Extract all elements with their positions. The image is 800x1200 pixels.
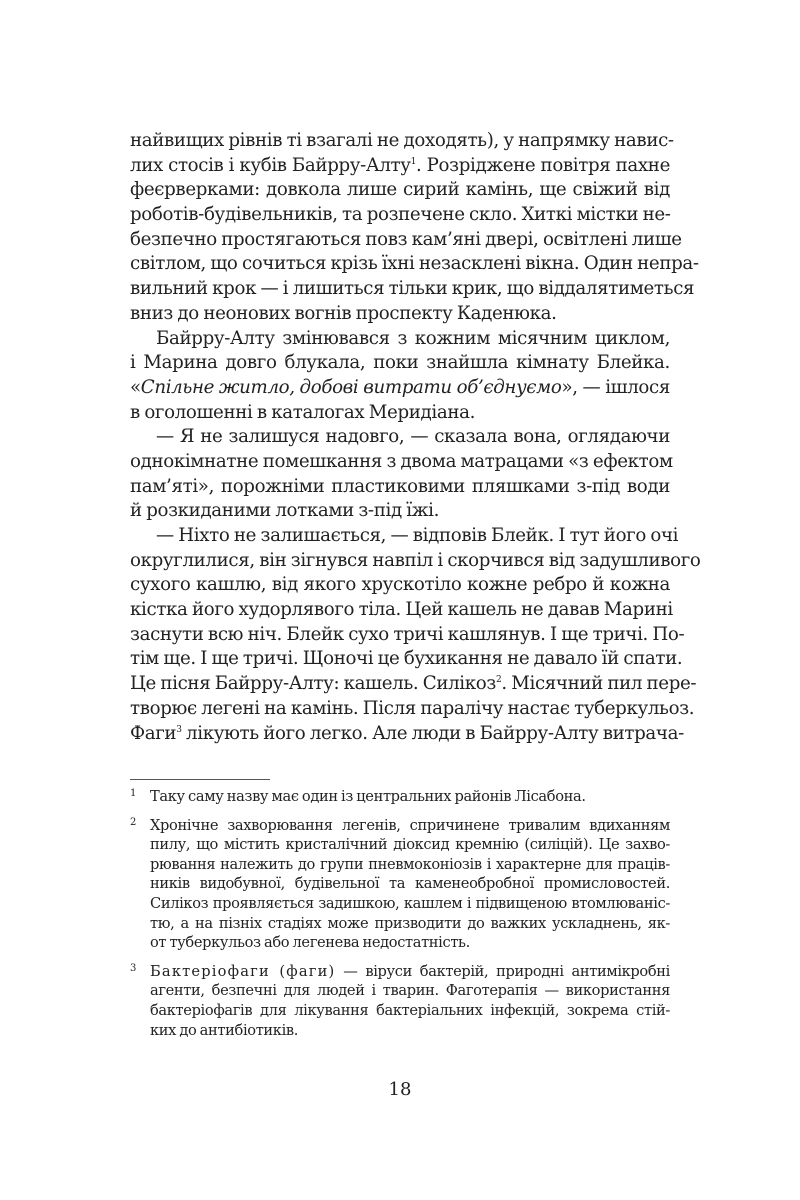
text-line: вильний крок — і лишиться тільки крик, що віддалятиметься xyxy=(130,278,695,300)
text-line: — Ніхто не залишається, — відповів Блейк. І тут його очі xyxy=(156,525,679,546)
footnote-term: Бактеріофаги (фаги) xyxy=(150,962,336,980)
text-line: роботів-будівельників, та розпечене скло. Хиткі містки не- xyxy=(130,204,671,226)
text-line: і Марина довго блукала, поки знайшла кімнату Блейка. xyxy=(130,352,670,374)
footnote-line: Хронічне захворювання легенів, спричинене тривалим вдиханням xyxy=(150,816,670,834)
page-number: 18 xyxy=(388,1079,412,1100)
footnote-mark: 1 xyxy=(130,788,137,799)
footnote-line: тю, а на пізніх стадіях може призводити до важких ускладнень, як- xyxy=(150,914,670,932)
footnote-2 xyxy=(130,816,670,953)
text-span: », — ішлося xyxy=(561,376,670,398)
text-line xyxy=(130,672,697,697)
footnote-mark: 3 xyxy=(130,962,137,974)
text-span: лікують його легко. Але люди в Байрру-Алту витрача- xyxy=(181,722,684,744)
text-span: « xyxy=(130,376,141,398)
text-line: найвищих рівнів ті взагалі не доходять), у напрямку навис- xyxy=(130,130,674,151)
footnote-line: Таку саму назву має один із центральних районів Лісабона. xyxy=(150,788,586,805)
text-span: Фаги xyxy=(130,722,177,744)
text-line: тім ще. І ще тричі. Щоночі це бухикання не давало їй спати. xyxy=(130,648,683,670)
text-span: Це пісня Байрру-Алту: кашель. Силікоз xyxy=(130,673,496,695)
text-line: в оголошенні в каталогах Меридіана. xyxy=(130,401,476,423)
footnote-line: ників видобувної, будівельної та каменеобробної промисловостей. xyxy=(150,875,670,893)
footnote-1 xyxy=(130,787,670,807)
text-line: сухого кашлю, від якого хрускотіло кожне ребро й кожна xyxy=(130,574,670,596)
footnote-line xyxy=(150,962,670,982)
footnote-ref-2[interactable]: 2 xyxy=(495,675,502,686)
text-line: — Я не залишуся надовго, — сказала вона, оглядаючи xyxy=(156,426,670,448)
text-line: округлилися, він зігнувся навпіл і скорчився від задушливого xyxy=(130,549,701,571)
footnote-line: рювання належить до групи пневмоконіозів і характерне для праців- xyxy=(150,855,670,873)
text-line: пам’яті», порожніми пластиковими пляшками з-під води xyxy=(130,475,670,497)
footnote-separator xyxy=(130,779,270,780)
text-span: лих стосів і кубів Байрру-Алту xyxy=(130,154,411,176)
italic-quote: Спільне житло, добові витрати об’єднуємо xyxy=(140,376,562,398)
text-line: творює легені на камінь. Після паралічу настає туберкульоз. xyxy=(130,697,695,719)
footnote-3 xyxy=(130,962,670,1040)
text-line: феєрверками: довкола лише сирий камінь, ще свіжий від xyxy=(130,179,670,201)
text-line: кістка його худорлявого тіла. Цей кашель не давав Марині xyxy=(130,599,673,621)
text-line: й розкиданими лотками з-під їжі. xyxy=(130,500,439,522)
main-text xyxy=(130,129,701,746)
text-span: . Розріджене повітря пахне xyxy=(416,154,670,176)
text-line: Байрру-Алту змінювався з кожним місячним циклом, xyxy=(156,327,670,349)
text-span: — віруси бактерій, природні антимікробні xyxy=(335,962,670,980)
text-line xyxy=(130,154,670,179)
footnote-line: от туберкульоз або легенева недостатність. xyxy=(150,934,470,952)
text-line: світлом, що сочиться крізь їхні незасклені вікна. Один непра- xyxy=(130,253,699,275)
footnote-line: Силікоз проявляється задишкою, кашлем і підвищеною втомлюваніс- xyxy=(150,894,670,912)
text-line xyxy=(130,722,684,747)
footnote-line: бактеріофагів для лікування бактеріальних інфекцій, зокрема стій- xyxy=(150,1001,670,1019)
footnote-ref-1[interactable]: 1 xyxy=(410,156,417,167)
text-line: безпечно простягаються повз кам’яні двері, освітлені лише xyxy=(130,228,682,250)
footnote-mark: 2 xyxy=(130,816,137,828)
text-line xyxy=(130,376,670,401)
footnote-line: ких до антибіотиків. xyxy=(150,1021,299,1039)
footnote-ref-3[interactable]: 3 xyxy=(176,724,182,735)
footnote-line: пилу, що містить кристалічний діоксид кремнію (силіцій). Це захво- xyxy=(150,836,670,854)
text-line: вниз до неонових вогнів проспекту Каденюка. xyxy=(130,302,557,324)
text-line: заснути всю ніч. Блейк сухо тричі кашлянув. І ще тричі. По- xyxy=(130,623,685,645)
footnotes xyxy=(130,787,670,1049)
text-line: однокімнатне помешкання з двома матрацами «з ефектом xyxy=(130,450,673,472)
footnote-line: агенти, безпечні для людей і тварин. Фаготерапія — використання xyxy=(150,982,670,1000)
text-span: . Місячний пил пере- xyxy=(501,673,697,695)
